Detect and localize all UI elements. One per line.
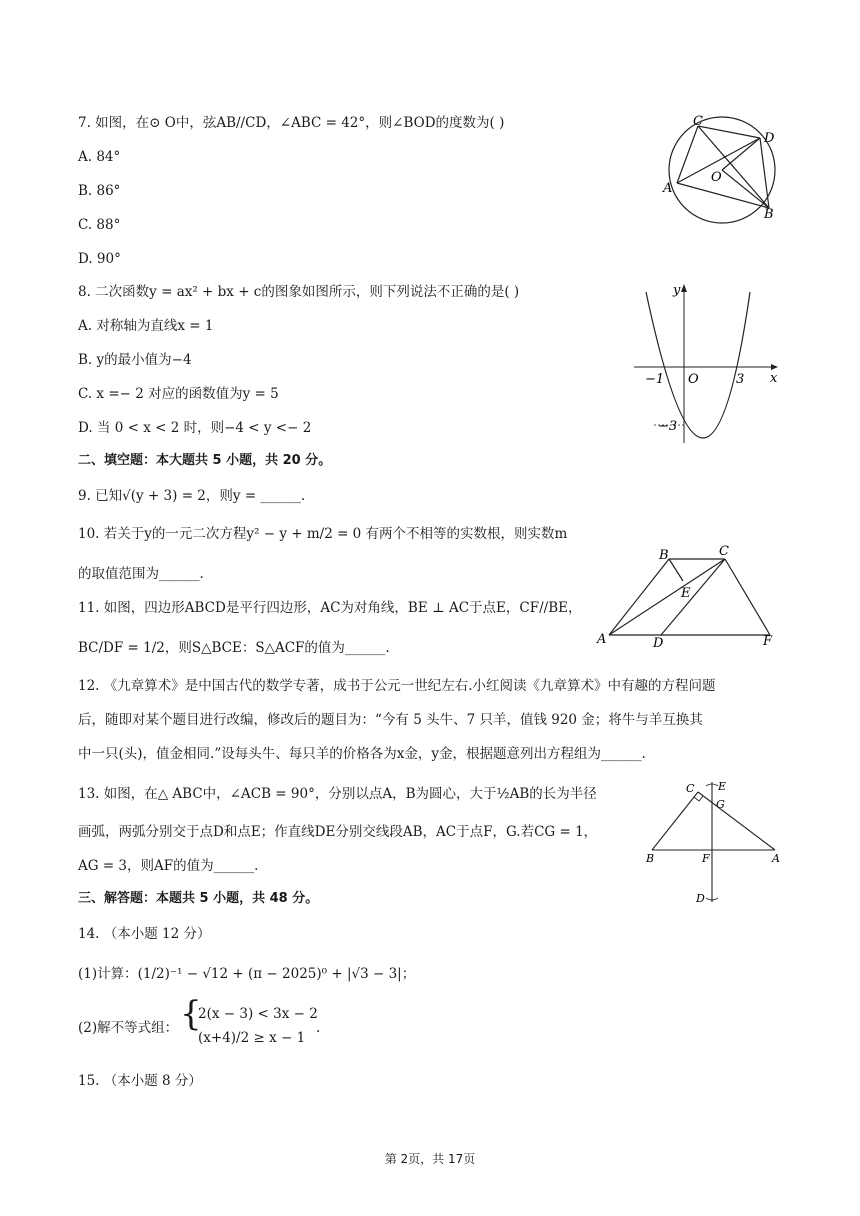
q15-heading: 15. （本小题 8 分）: [78, 1073, 202, 1089]
q7-circle-figure: [660, 112, 790, 232]
q7-option-a: A. 84°: [78, 149, 121, 165]
page-footer: 第 2页，共 17页: [384, 1152, 476, 1166]
q13-label-d: D: [696, 892, 705, 905]
q7-option-d: D. 90°: [78, 251, 121, 267]
system-brace: {: [180, 994, 202, 1034]
q8-label-x: x: [770, 371, 778, 386]
q13-label-b: B: [646, 852, 655, 865]
q11-line2: BC/DF = 1/2，则S△BCE：S△ACF的值为______.: [78, 640, 390, 656]
q7-label-d: D: [764, 131, 775, 146]
q8-option-d: D. 当 0 < x < 2 时，则−4 < y <− 2: [78, 420, 312, 436]
q7-option-b: B. 86°: [78, 183, 121, 199]
q11-label-c: C: [719, 545, 729, 559]
q10-line2: 的取值范围为______.: [78, 566, 204, 582]
q7-label-a: A: [663, 181, 673, 196]
q8-option-b: B. y的最小值为−4: [78, 352, 192, 368]
q9-text: 9. 已知√(y + 3) = 2，则y = ______.: [78, 488, 306, 504]
q8-option-a: A. 对称轴为直线x = 1: [78, 318, 214, 334]
q8-stem: 8. 二次函数y = ax² + bx + c的图象如图所示，则下列说法不正确的是( ): [78, 284, 520, 300]
q14-inequality-1: 2(x − 3) < 3x − 2: [198, 1006, 318, 1022]
q8-label-y: y: [673, 283, 681, 298]
q14-part2-prefix: (2)解不等式组：: [78, 1020, 179, 1036]
q11-label-b: B: [659, 548, 669, 563]
q12-line3: 中一只(头)，值金相同.”设每头牛、每只羊的价格各为x金，y金，根据题意列出方程组为______.: [78, 746, 646, 762]
q8-label-3: 3: [736, 372, 745, 387]
q7-label-c: C: [693, 114, 703, 129]
q13-label-e: E: [718, 780, 727, 793]
q7-label-o: O: [711, 170, 722, 185]
q14-inequality-2: (x+4)/2 ≥ x − 1: [198, 1030, 306, 1046]
q12-line2: 后，随即对某个题目进行改编，修改后的题目为：“今有 5 头牛、7 只羊，值钱 920 金；将牛与羊互换其: [78, 712, 703, 728]
q11-line1: 11. 如图，四边形ABCD是平行四边形，AC为对角线，BE ⊥ AC于点E，CF//BE，: [78, 600, 582, 616]
q11-label-e: E: [681, 586, 691, 601]
q7-label-b: B: [764, 207, 774, 222]
q13-line1: 13. 如图，在△ ABC中，∠ACB = 90°，分别以点A，B为圆心，大于½AB的长为半径: [78, 786, 597, 802]
section-solve-heading: 三、解答题：本题共 5 小题，共 48 分。: [78, 891, 319, 906]
q14-part2-period: .: [316, 1020, 321, 1036]
q13-triangle-figure: [640, 778, 785, 908]
q8-option-c: C. x =− 2 对应的函数值为y = 5: [78, 386, 279, 402]
section-fill-in-heading: 二、填空题：本大题共 5 小题，共 20 分。: [78, 453, 332, 468]
q14-heading: 14. （本小题 12 分）: [78, 926, 211, 942]
q8-parabola-figure: [628, 278, 788, 448]
q13-label-f: F: [702, 852, 710, 865]
q13-label-a: A: [772, 852, 780, 865]
q14-part1: (1)计算：(1/2)⁻¹ − √12 + (π − 2025)⁰ + |√3 − 3|；: [78, 966, 416, 982]
q12-line1: 12. 《九章算术》是中国古代的数学专著，成书于公元一世纪左右.小红阅读《九章算术》中有趣的方程问题: [78, 678, 716, 694]
q7-stem: 7. 如图，在⊙ O中，弦AB//CD，∠ABC = 42°，则∠BOD的度数为( ): [78, 115, 505, 131]
q8-label-o: O: [688, 372, 699, 387]
q13-line2: 画弧，两弧分别交于点D和点E；作直线DE分别交线段AB，AC于点F，G.若CG = 1，: [78, 824, 598, 840]
q13-label-g: G: [716, 798, 725, 811]
q11-label-a: A: [597, 632, 607, 647]
q11-label-f: F: [763, 634, 773, 649]
q11-parallelogram-figure: [595, 545, 785, 650]
q8-label-neg1: −1: [645, 372, 665, 387]
q13-label-c: C: [686, 782, 695, 795]
q8-label-neg3: −3: [658, 419, 678, 434]
q7-option-c: C. 88°: [78, 217, 121, 233]
q13-line3: AG = 3，则AF的值为______.: [78, 858, 259, 874]
q11-label-d: D: [653, 636, 664, 650]
q10-line1: 10. 若关于y的一元二次方程y² − y + m/2 = 0 有两个不相等的实数根，则实数m: [78, 526, 568, 542]
